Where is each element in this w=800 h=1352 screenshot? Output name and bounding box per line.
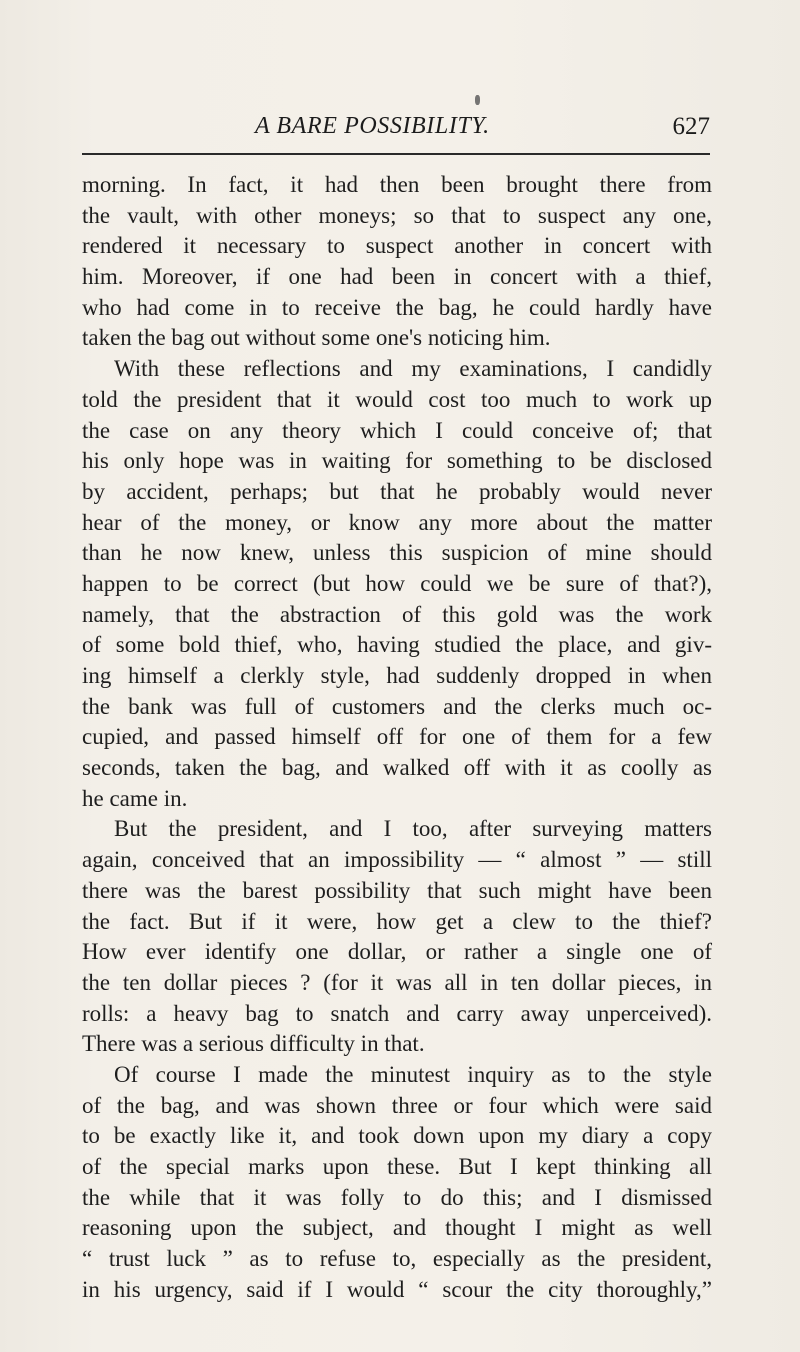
- text-line: than he now knew, unless this suspicion of mine should: [82, 540, 712, 566]
- text-line: happen to be correct (but how could we be sure of that?),: [82, 570, 712, 596]
- text-line: the vault, with other moneys; so that to suspect any one,: [82, 202, 712, 228]
- text-line: the bank was full of customers and the clerks much oc-: [82, 693, 712, 719]
- text-line: to be exactly like it, and took down upon my diary a copy: [82, 1123, 712, 1149]
- running-title: A BARE POSSIBILITY.: [255, 113, 490, 139]
- text-line: again, conceived that an impossibility — “ almost ” — still: [82, 847, 712, 873]
- text-line: seconds, taken the bag, and walked off with it as coolly as: [82, 755, 712, 781]
- text-line: cupied, and passed himself off for one of them for a few: [82, 724, 712, 750]
- text-line: reasoning upon the subject, and thought I might as well: [82, 1215, 712, 1241]
- text-line: the while that it was folly to do this; and I dismissed: [82, 1184, 712, 1210]
- text-line: There was a serious difficulty in that.: [82, 1031, 425, 1057]
- text-line: How ever identify one dollar, or rather a single one of: [82, 939, 712, 965]
- text-line: his only hope was in waiting for something to be disclosed: [82, 448, 712, 474]
- text-line: “ trust luck ” as to refuse to, especially as the president,: [82, 1246, 712, 1272]
- text-line: Of course I made the minutest inquiry as to the style: [114, 1061, 712, 1087]
- header-rule: [82, 153, 710, 155]
- text-line: he came in.: [82, 785, 188, 811]
- text-line: rendered it necessary to suspect another in concert with: [82, 233, 712, 259]
- text-line: namely, that the abstraction of this gold was the work: [82, 601, 712, 627]
- text-line: ing himself a clerkly style, had suddenly dropped in when: [82, 663, 712, 688]
- text-line: of the special marks upon these. But I kept thinking all: [82, 1154, 712, 1179]
- text-line: But the president, and I too, after surveying matters: [114, 816, 712, 842]
- text-line: there was the barest possibility that such might have been: [82, 877, 712, 903]
- text-line: by accident, perhaps; but that he probably would never: [82, 478, 712, 504]
- text-line: the case on any theory which I could conceive of; that: [82, 417, 712, 443]
- text-line: of some bold thief, who, having studied the place, and giv-: [82, 632, 712, 658]
- ink-speck: [475, 95, 480, 105]
- text-line: With these reflections and my examinations, I candidly: [114, 356, 712, 382]
- text-line: rolls: a heavy bag to snatch and carry away unperceived).: [82, 1000, 712, 1026]
- text-line: of the bag, and was shown three or four which were said: [82, 1092, 712, 1118]
- body-text: [82, 170, 712, 1305]
- text-line: the ten dollar pieces ? (for it was all in ten dollar pieces, in: [82, 969, 712, 995]
- text-line: hear of the money, or know any more about the matter: [82, 509, 712, 535]
- text-line: taken the bag out without some one's noticing him.: [82, 325, 551, 351]
- page-number: 627: [672, 113, 710, 140]
- text-line: him. Moreover, if one had been in concert with a thief,: [82, 264, 712, 290]
- text-line: morning. In fact, it had then been brought there from: [82, 172, 712, 197]
- page-header: [80, 113, 710, 149]
- text-line: told the president that it would cost too much to work up: [82, 386, 712, 412]
- text-line: the fact. But if it were, how get a clew to the thief?: [82, 908, 712, 934]
- text-line: in his urgency, said if I would “ scour the city thoroughly,”: [82, 1276, 712, 1302]
- text-line: who had come in to receive the bag, he could hardly have: [82, 294, 712, 320]
